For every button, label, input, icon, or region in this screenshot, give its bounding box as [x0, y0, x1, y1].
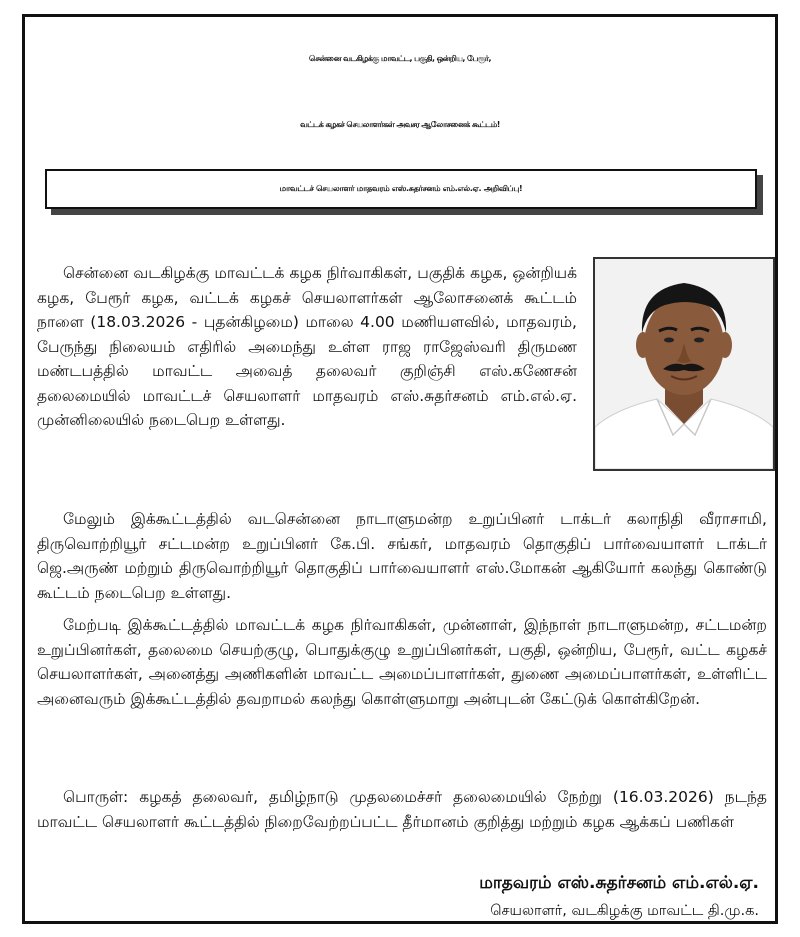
- paragraph-invitation: மேற்படி இக்கூட்டத்தில் மாவட்டக் கழக நிர்வாகிகள், முன்னாள், இந்நாள் நாடாளுமன்ற, சட்டமன்ற உறுப்பினர்கள், தலைமை செயற்குழு, பொதுக்குழு உறுப்பினர்கள், பகுதி, ஒன்றிய, பேரூர், வட்ட கழகச் செயலாளர்கள், அனைத்து அணிகளின் மாவட்ட அமைப்பாளர்கள், துணை அமைப்பாளர்கள், உள்ளிட்ட அனைவரும் இக்கூட்டத்தில் தவறாமல் கலந்து கொள்ளுமாறு அன்புடன் கேட்டுக் கொள்கிறேன்.: [37, 616, 767, 708]
- headline-line-1: சென்னை வடகிழக்கு மாவட்ட, பகுதி, ஒன்றிய, பேரூர்,: [309, 54, 491, 63]
- notice-frame: [22, 14, 778, 924]
- headline-line-2: வட்டக் கழகச் செயலாளர்கள் அவசர ஆலோசனைக் கூட்டம்!: [300, 120, 500, 129]
- signature-designation: செயலாளர், வடகிழக்கு மாவட்ட தி.மு.க.: [490, 903, 759, 919]
- person-portrait-icon: [595, 259, 773, 469]
- subheadline-box: மாவட்டச் செயலாளர் மாதவரம் எஸ்.சுதர்சனம் எம்.எல்.ஏ. அறிவிப்பு!: [45, 169, 757, 209]
- paragraph-meeting-details: சென்னை வடகிழக்கு மாவட்டக் கழக நிர்வாகிகள், பகுதிக் கழக, ஒன்றியக் கழக, பேரூர் கழக, வட்டக் கழகச் செயலாளர்கள் ஆலோசனைக் கூட்டம் நாளை (18.03.2026 - புதன்கிழமை) மாலை 4.00 மணியளவில், மாதவரம், பேருந்து நிலையம் எதிரில் அமைந்து உள்ள ராஜ ராஜேஸ்வரி திருமண மண்டபத்தில் மாவட்ட அவைத் தலைவர் குறிஞ்சி எஸ்.கணேசன் தலைமையில் மாவட்டச் செயலாளர் மாதவரம் எஸ்.சுதர்சனம் எம்.எல்.ஏ. முன்னிலையில் நடைபெற உள்ளது.: [37, 264, 577, 429]
- paragraph-subject: பொருள்: கழகத் தலைவர், தமிழ்நாடு முதலமைச்சர் தலைமையில் நேற்று (16.03.2026) நடந்த மாவட்ட செயலாளர் கூட்டத்தில் நிறைவேற்றப்பட்ட தீர்மானம் குறித்து மற்றும் கழக ஆக்கப் பணிகள்: [37, 788, 767, 831]
- signature-name: மாதவரம் எஸ்.சுதர்சனம் எம்.எல்.ஏ.: [479, 873, 759, 893]
- portrait-photo: [593, 257, 775, 471]
- paragraph-guests: மேலும் இக்கூட்டத்தில் வடசென்னை நாடாளுமன்ற உறுப்பினர் டாக்டர் கலாநிதி வீராசாமி, திருவொற்றியூர் சட்டமன்ற உறுப்பினர் கே.பி. சங்கர், மாதவரம் தொகுதிப் பார்வையாளர் டாக்டர் ஜெ.அருண் மற்றும் திருவொற்றியூர் தொகுதிப் பார்வையாளர் எஸ்.மோகன் ஆகியோர் கலந்து கொண்டு கூட்டம் நடைபெற உள்ளது.: [37, 510, 767, 602]
